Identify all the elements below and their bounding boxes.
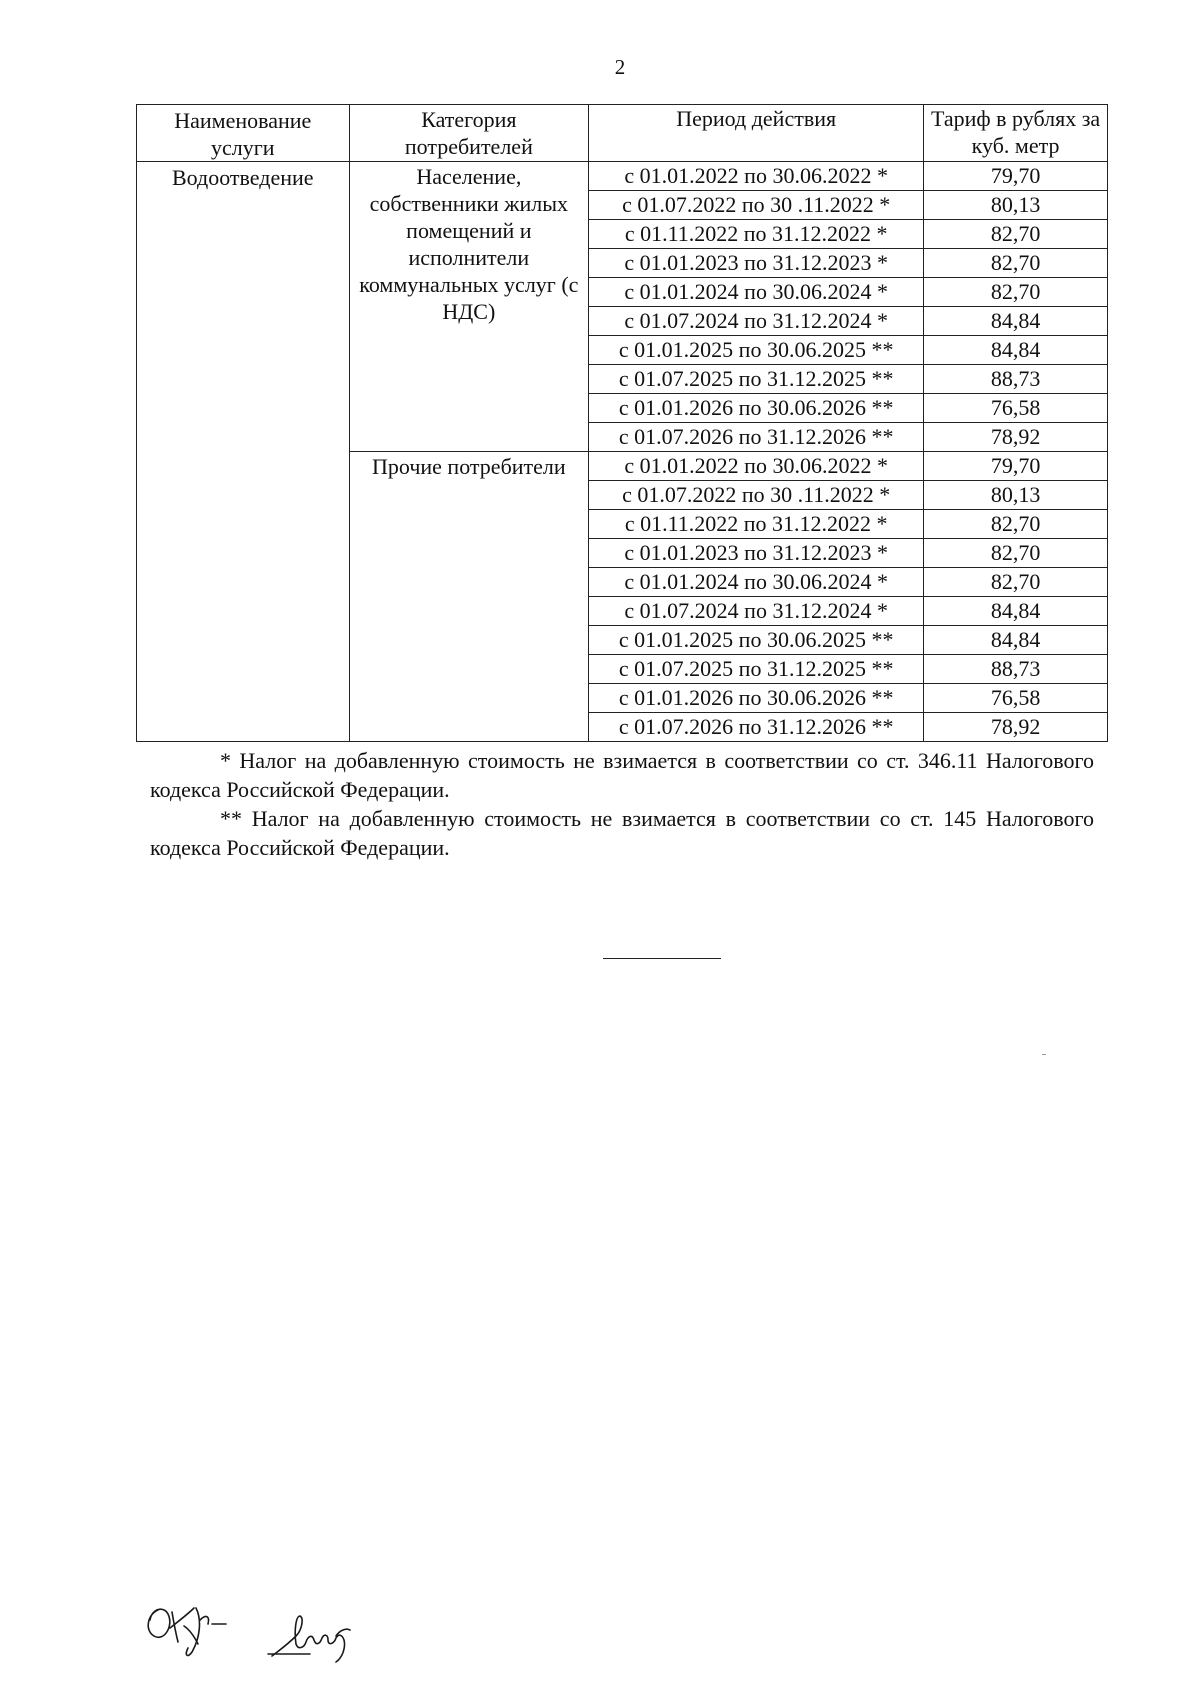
footnote-vat-145: ** Налог на добавленную стоимость не взимается в соответствии со ст. 145 Налогового кодекса Российской Федерации. [150,806,1094,860]
handwritten-signature [140,1590,420,1670]
period-cell: с 01.11.2022 по 31.12.2022 * [589,510,924,539]
tariff-cell: 80,13 [924,191,1108,220]
table-body [137,162,1108,742]
period-cell: с 01.01.2023 по 31.12.2023 * [589,249,924,278]
service-name-cell: Водоотведение [137,162,350,742]
tariff-cell: 82,70 [924,539,1108,568]
category-cell: Население, собственники жилых помещений и исполнители коммунальных услуг (с НДС) [349,162,589,452]
tariff-cell: 78,92 [924,713,1108,742]
table-header-row [137,105,1108,162]
tariff-cell: 84,84 [924,597,1108,626]
period-cell: с 01.11.2022 по 31.12.2022 * [589,220,924,249]
period-cell: с 01.01.2023 по 31.12.2023 * [589,539,924,568]
period-cell: с 01.01.2022 по 30.06.2022 * [589,452,924,481]
tariff-cell: 82,70 [924,278,1108,307]
tariff-cell: 80,13 [924,481,1108,510]
page-number: 2 [614,55,626,79]
period-cell: с 01.07.2025 по 31.12.2025 ** [589,365,924,394]
period-cell: с 01.01.2024 по 30.06.2024 * [589,278,924,307]
footnote-vat-346: * Налог на добавленную стоимость не взимается в соответствии со ст. 346.11 Налогового кодекса Российской Федерации. [150,748,1094,802]
tariff-cell: 84,84 [924,626,1108,655]
period-cell: с 01.01.2025 по 30.06.2025 ** [589,626,924,655]
category-cell: Прочие потребители [349,452,589,742]
period-cell: с 01.01.2026 по 30.06.2026 ** [589,684,924,713]
period-cell: с 01.07.2025 по 31.12.2025 ** [589,655,924,684]
header-service: Наименование услуги [137,105,350,162]
header-category: Категория потребителей [349,105,589,162]
tariff-cell: 79,70 [924,162,1108,191]
tariff-cell: 82,70 [924,568,1108,597]
tariff-cell: 88,73 [924,365,1108,394]
tariff-cell: 82,70 [924,510,1108,539]
period-cell: с 01.07.2024 по 31.12.2024 * [589,597,924,626]
tariff-cell: 82,70 [924,249,1108,278]
tariff-cell: 82,70 [924,220,1108,249]
header-tariff: Тариф в рублях за куб. метр [924,105,1108,162]
footnotes [150,746,1094,862]
tariff-cell: 84,84 [924,307,1108,336]
tariff-table [136,104,1108,742]
tariff-cell: 88,73 [924,655,1108,684]
period-cell: с 01.01.2024 по 30.06.2024 * [589,568,924,597]
period-cell: с 01.07.2026 по 31.12.2026 ** [589,423,924,452]
period-cell: с 01.07.2024 по 31.12.2024 * [589,307,924,336]
period-cell: с 01.07.2022 по 30 .11.2022 * [589,191,924,220]
period-cell: с 01.07.2022 по 30 .11.2022 * [589,481,924,510]
scan-speck [1042,1054,1046,1055]
tariff-cell: 84,84 [924,336,1108,365]
tariff-cell: 76,58 [924,394,1108,423]
tariff-cell: 79,70 [924,452,1108,481]
tariff-cell: 76,58 [924,684,1108,713]
end-divider [603,958,721,959]
period-cell: с 01.07.2026 по 31.12.2026 ** [589,713,924,742]
period-cell: с 01.01.2025 по 30.06.2025 ** [589,336,924,365]
header-period: Период действия [589,105,924,162]
period-cell: с 01.01.2026 по 30.06.2026 ** [589,394,924,423]
period-cell: с 01.01.2022 по 30.06.2022 * [589,162,924,191]
table-row [137,162,1108,191]
tariff-cell: 78,92 [924,423,1108,452]
